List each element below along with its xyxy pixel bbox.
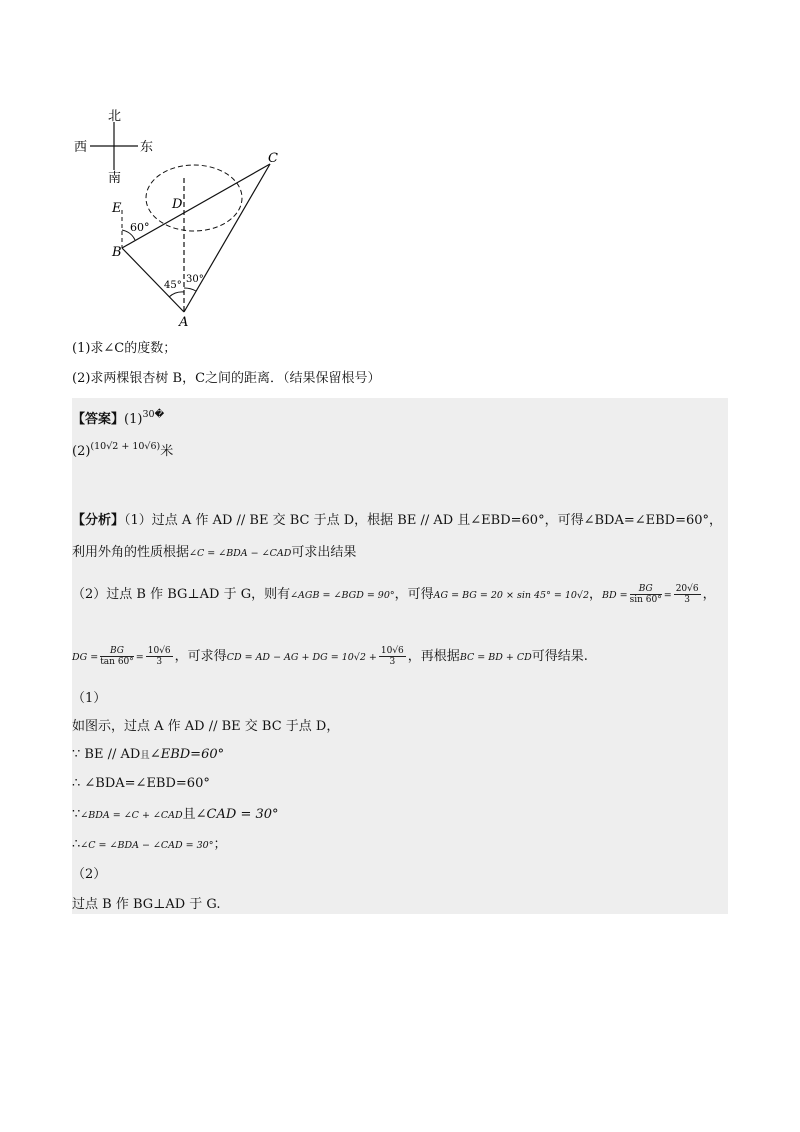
angle-ebd-label: 60° (130, 221, 150, 234)
compass-west: 西 (74, 140, 88, 155)
solution-line-2: 如图示，过点 A 作 AD // BE 交 BC 于点 D， (72, 719, 340, 734)
analysis-formula-2: ∠C = ∠BDA − ∠CAD (189, 548, 292, 559)
analysis-formula-3a: ∠AGB = ∠BGD = 90° (290, 590, 395, 601)
point-e: E (112, 201, 122, 216)
analysis-text-3b: ，可得 (394, 587, 434, 602)
solution-line-1: （1） (72, 691, 107, 706)
solution-text-6b: ； (213, 837, 227, 852)
analysis-text-3d: ， (702, 587, 716, 602)
solution-text-5a: ∵ (72, 807, 81, 822)
solution-formula-6: ∠C = ∠BDA − ∠CAD = 30° (80, 840, 214, 851)
fraction-20root6-3: $\frac{20√6}{3}$ (675, 584, 699, 605)
question-1: (1)求∠C的度数； (72, 341, 177, 356)
geometry-figure (72, 98, 312, 330)
solution-text-3a: ∵ BE // AD (72, 747, 141, 762)
answer-line-1 (72, 406, 164, 429)
analysis-formula-4b: CD = AD − AG + DG = 10√2 + (226, 652, 377, 663)
angle-cad-label: 30° (186, 274, 204, 285)
analysis-text-1: （1）过点 A 作 AD // BE 交 BC 于点 D，根据 BE // AD 且∠EBD=60°，可得∠BDA=∠EBD=60°， (124, 513, 723, 528)
answer-2-prefix: (2) (72, 444, 91, 459)
figure-svg (72, 98, 312, 330)
analysis-formula-4a: DG = (72, 652, 99, 663)
solution-line-4: ∴ ∠BDA=∠EBD=60° (72, 776, 210, 791)
answer-2-expr: (10√2 + 10√6) (90, 441, 161, 452)
analysis-formula-3b: AG = BG = 20 × sin 45° = 10√2 (433, 590, 590, 601)
answer-line-2 (72, 438, 173, 461)
solution-text-6a: ∴ (72, 837, 81, 852)
analysis-label: 【分析】 (72, 513, 125, 528)
answer-2-unit: 米 (160, 444, 174, 459)
analysis-text-4a: ，可求得 (174, 649, 227, 664)
solution-line-5 (72, 806, 279, 825)
analysis-text-4c: 可得结果. (531, 649, 588, 664)
solution-text-5c: ∠CAD = 30° (195, 807, 279, 822)
answer-label: 【答案】 (72, 412, 125, 427)
solution-text-3c: ∠EBD=60° (149, 747, 225, 762)
compass-north: 北 (108, 109, 122, 124)
fraction-bg-tan60: $\frac{BG}{\tan 60^\circ}$ (100, 646, 134, 667)
analysis-text-3c: ， (589, 587, 603, 602)
answer-1-prefix: (1) (124, 412, 143, 427)
compass-south: 南 (108, 171, 122, 186)
solution-line-7: （2） (72, 867, 107, 882)
compass-east: 东 (140, 140, 154, 155)
answer-1-value: 30� (142, 409, 165, 420)
equals-sign-2: = (135, 652, 144, 663)
point-b: B (112, 245, 122, 260)
point-d: D (172, 197, 183, 212)
analysis-line-2 (72, 544, 356, 563)
arc-bad (169, 292, 184, 297)
equals-sign: = (663, 590, 672, 601)
solution-line-8: 过点 B 作 BG⊥AD 于 G. (72, 897, 221, 912)
solution-text-3b: 且 (140, 750, 150, 761)
analysis-line-4 (72, 646, 588, 667)
arc-cad (184, 288, 196, 291)
line-bc (122, 164, 270, 248)
point-c: C (268, 151, 278, 166)
analysis-formula-4c: BC = BD + CD (459, 652, 532, 663)
analysis-formula-3c: BD = (602, 590, 628, 601)
analysis-text-3a: （2）过点 B 作 BG⊥AD 于 G，则有 (72, 587, 291, 602)
point-a: A (179, 315, 189, 330)
analysis-line-3 (72, 584, 716, 605)
fraction-10root6-3-b: $\frac{10√6}{3}$ (380, 646, 404, 667)
analysis-text-2a: 利用外角的性质根据 (72, 545, 190, 560)
fraction-10root6-3: $\frac{10√6}{3}$ (147, 646, 171, 667)
analysis-text-2b: 可求出结果 (291, 545, 357, 560)
angle-bad-label: 45° (164, 280, 182, 291)
line-ac (184, 164, 270, 312)
fraction-bg-sin60: $\frac{BG}{\sin 60^\circ}$ (629, 584, 662, 605)
solution-formula-5: ∠BDA = ∠C + ∠CAD (80, 810, 183, 821)
solution-line-6 (72, 836, 227, 855)
question-2: (2)求两棵银杏树 B，C之间的距离．（结果保留根号） (72, 371, 381, 386)
analysis-line-1 (72, 512, 722, 530)
ellipse-region (146, 165, 242, 231)
solution-line-3 (72, 746, 224, 765)
analysis-text-4b: ，再根据 (407, 649, 460, 664)
solution-text-5b: 且 (182, 807, 196, 822)
